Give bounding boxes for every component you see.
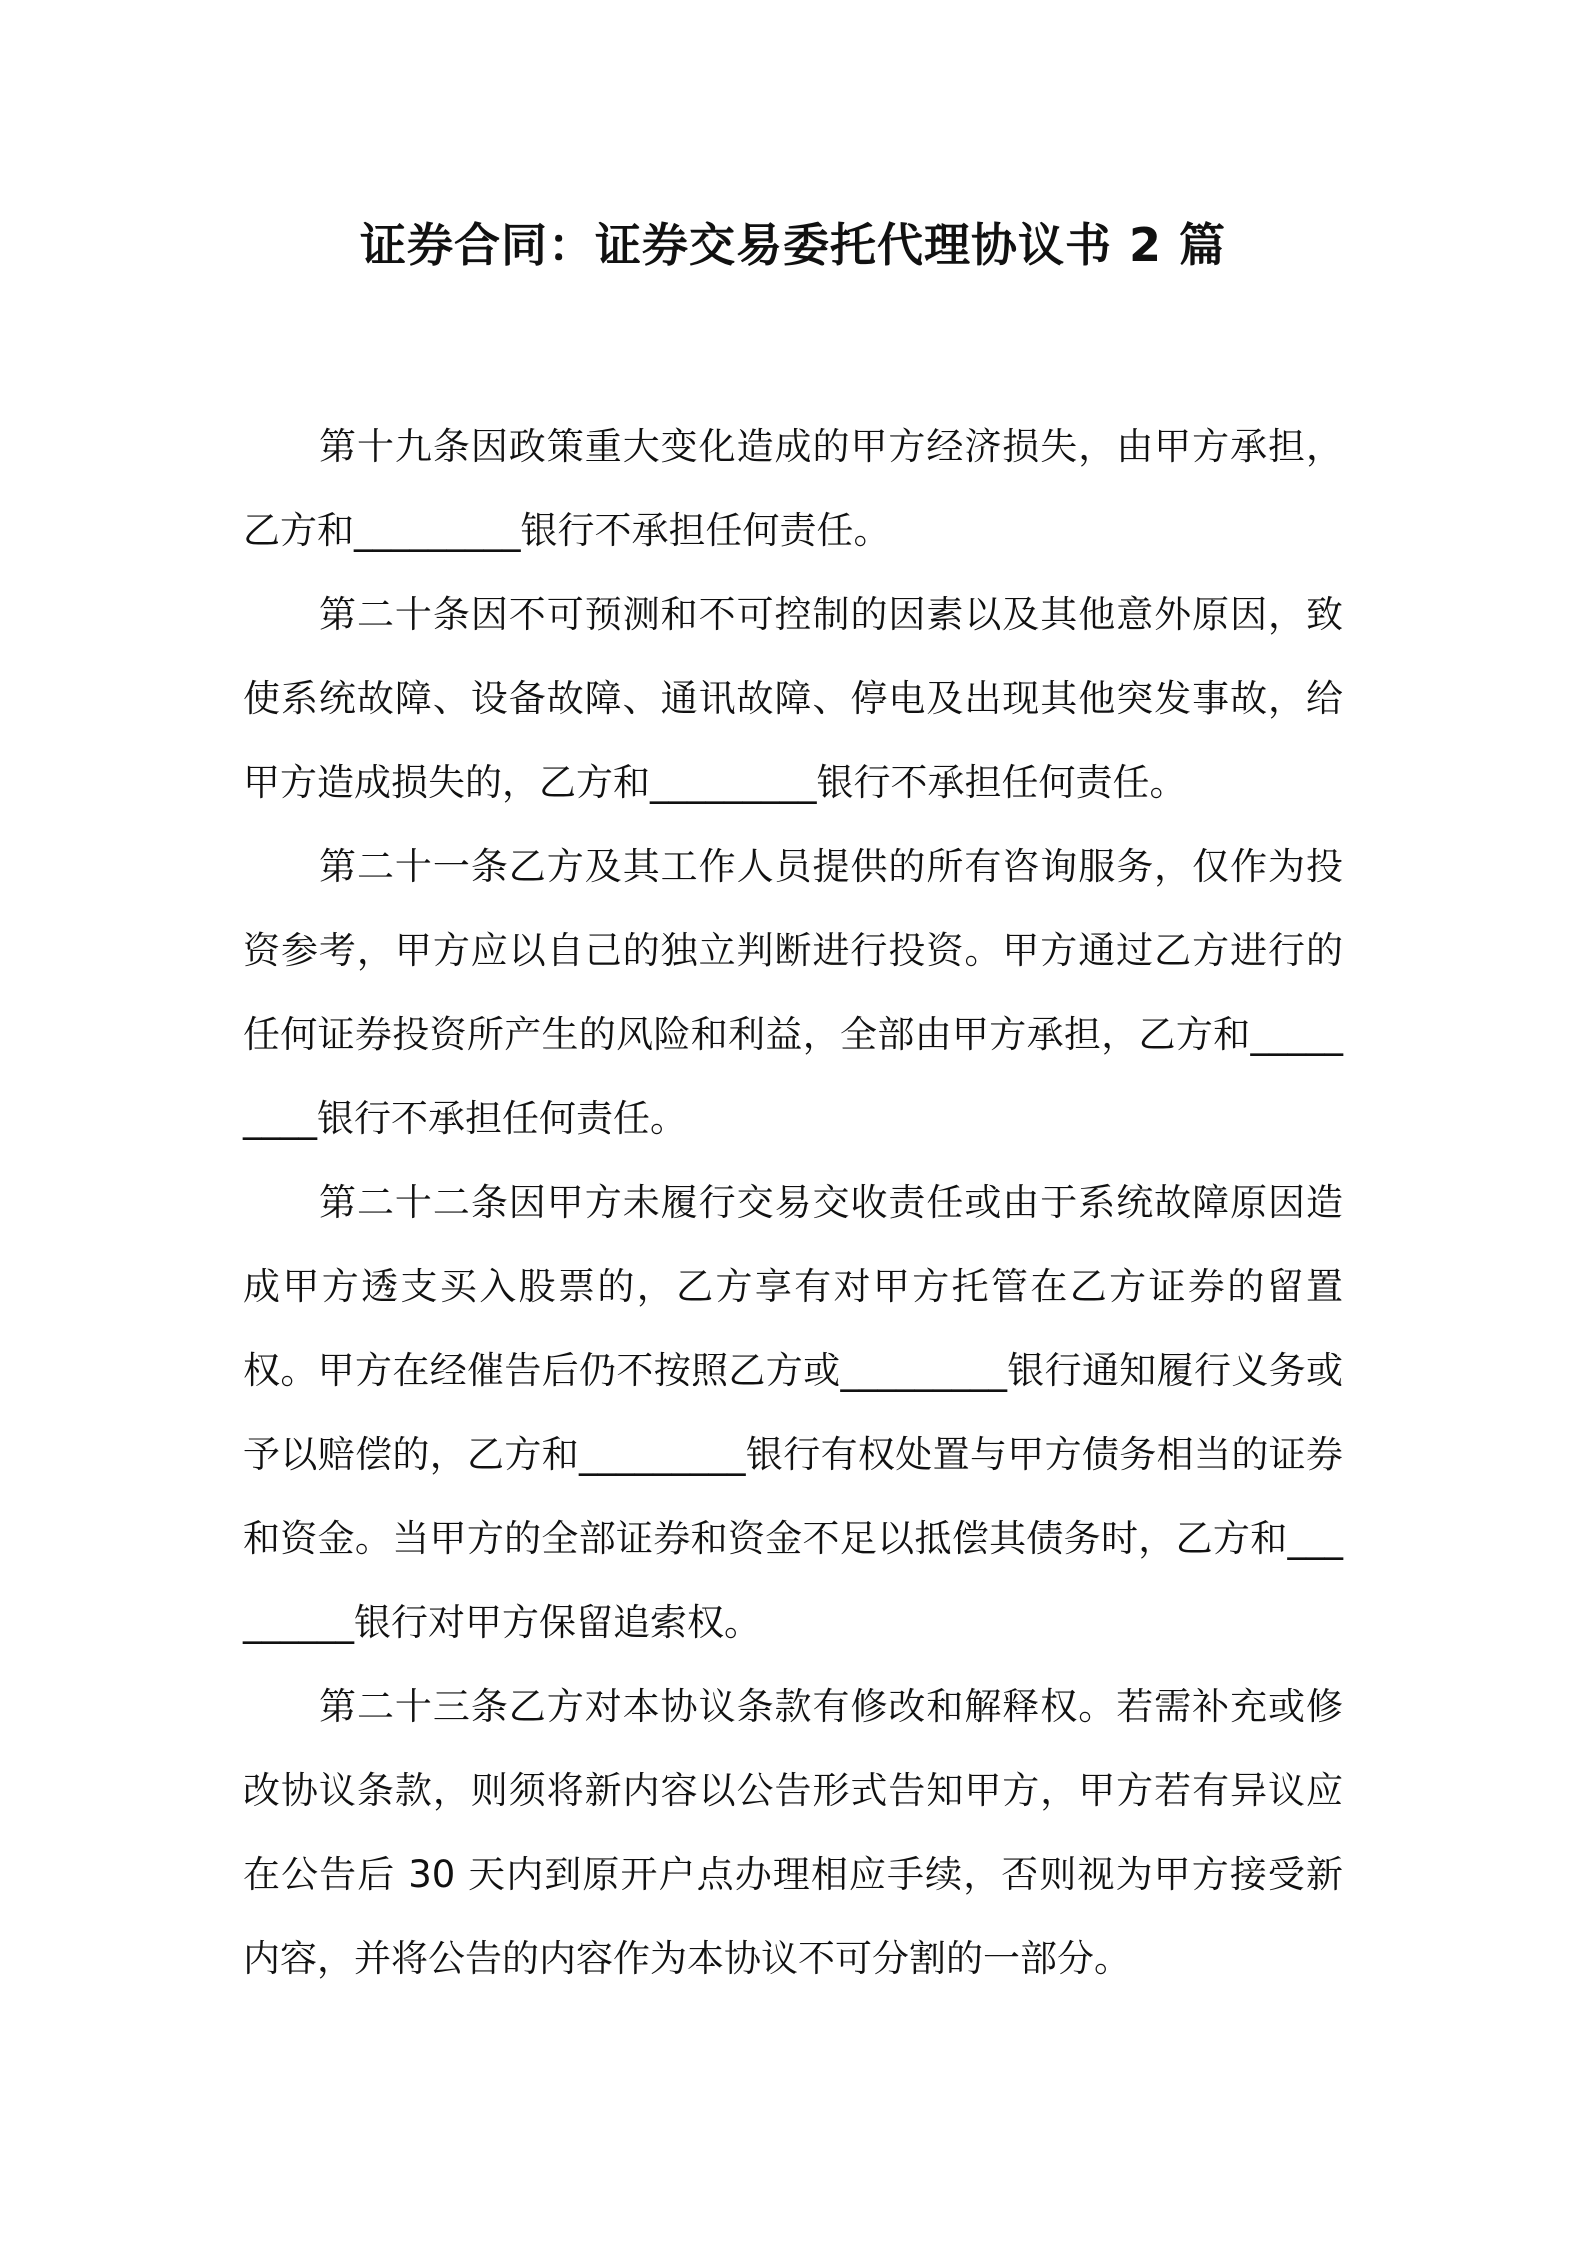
clause-21-paragraph: 第二十一条乙方及其工作人员提供的所有咨询服务，仅作为投资参考，甲方应以自己的独立判断进行投资。甲方通过乙方进行的任何证券投资所产生的风险和利益，全部由甲方承担，乙方和_________银行不承担任何责任。 (243, 845, 1343, 1140)
document-title: 证券合同：证券交易委托代理协议书 2 篇 (359, 218, 1227, 272)
clause-19-paragraph: 第十九条因政策重大变化造成的甲方经济损失，由甲方承担，乙方和_________银行不承担任何责任。 (243, 425, 1343, 552)
clause-23-paragraph: 第二十三条乙方对本协议条款有修改和解释权。若需补充或修改协议条款，则须将新内容以公告形式告知甲方，甲方若有异议应在公告后 30 天内到原开户点办理相应手续，否则视为甲方接受新内容，并将公告的内容作为本协议不可分割的一部分。 (243, 1685, 1343, 1980)
clause-20-paragraph: 第二十条因不可预测和不可控制的因素以及其他意外原因，致使系统故障、设备故障、通讯故障、停电及出现其他突发事故，给甲方造成损失的，乙方和_________银行不承担任何责任。 (243, 593, 1343, 804)
clause-22-paragraph: 第二十二条因甲方未履行交易交收责任或由于系统故障原因造成甲方透支买入股票的，乙方享有对甲方托管在乙方证券的留置权。甲方在经催告后仍不按照乙方或_________银行通知履行义务或予以赔偿的，乙方和_________银行有权处置与甲方债务相当的证券和资金。当甲方的全部证券和资金不足以抵偿其债务时，乙方和_________银行对甲方保留追索权。 (243, 1181, 1343, 1644)
document-body (243, 405, 1343, 2001)
